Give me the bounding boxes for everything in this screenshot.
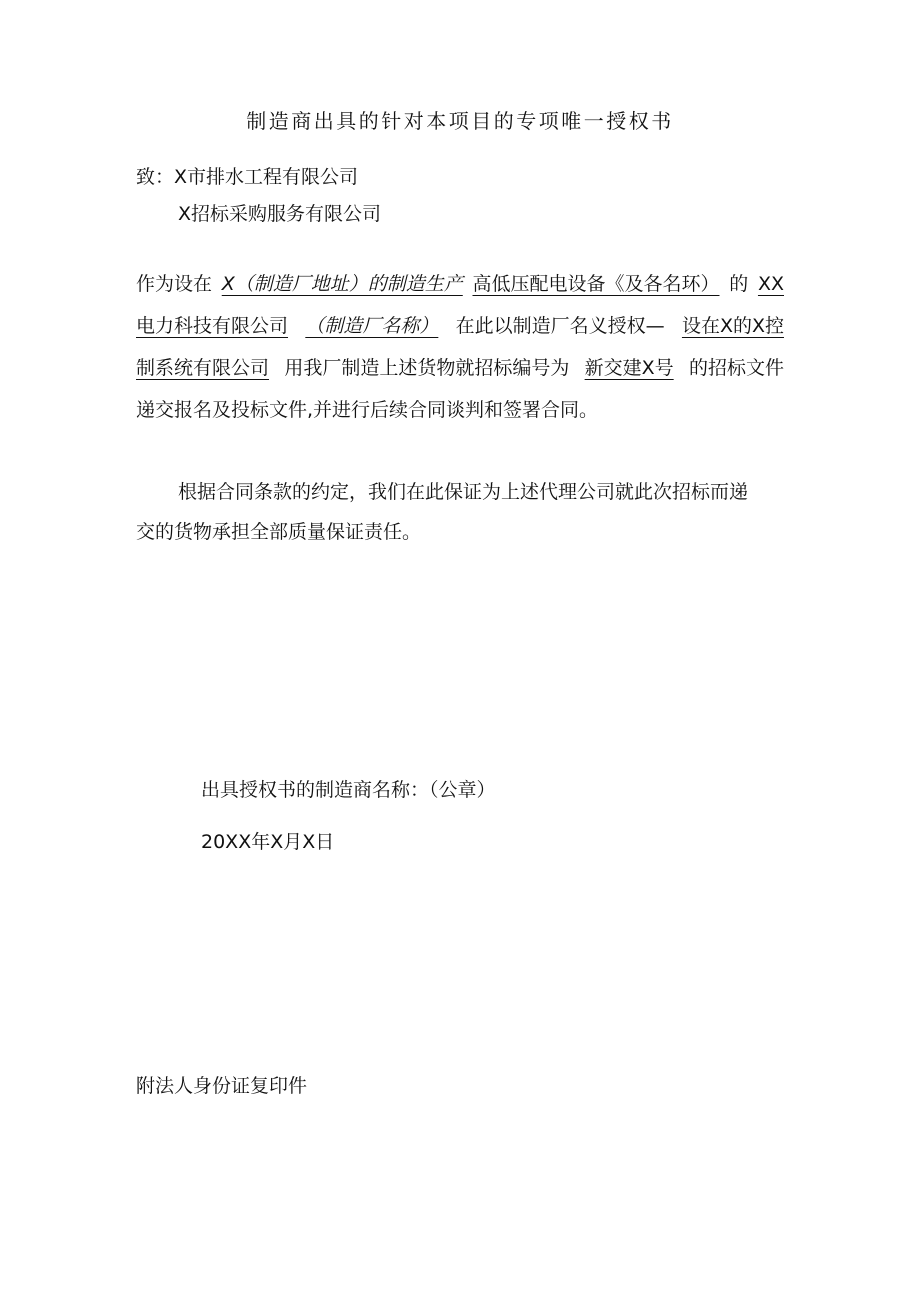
- text-segment: 用我厂制造上述货物就招标编号为: [284, 357, 570, 379]
- text-segment: 的: [729, 273, 749, 295]
- paragraph-line: [136, 512, 784, 552]
- text-segment: 作为设在: [136, 273, 213, 295]
- company-name-field: 电力科技有限公司: [136, 315, 289, 337]
- company-name-field: XX: [757, 273, 784, 295]
- guarantee-paragraph: [136, 472, 784, 552]
- text-segment: 交的货物承担全部质量保证责任。: [136, 521, 422, 543]
- agent-company-field: 设在X的X控: [681, 315, 784, 337]
- page-title: 制造商出具的针对本项目的专项唯一授权书: [246, 109, 674, 133]
- manufacturer-name-field: （制造厂名称）: [305, 315, 439, 337]
- text-segment: 根据合同条款的约定，我们在此保证为上述代理公司就此次招标而递: [178, 481, 749, 503]
- manufacturer-address-field: X（制造厂地址）的制造生产: [221, 273, 463, 295]
- signature-date: 20XX年X月X日: [201, 831, 335, 853]
- paragraph-line: [136, 347, 784, 389]
- product-name-field: 高低压配电设备《及各名环）: [472, 273, 720, 295]
- tender-number-field: 新交建X号: [584, 357, 674, 379]
- paragraph-line: [136, 389, 784, 431]
- agent-company-field: 制系统有限公司: [136, 357, 270, 379]
- attachment-note: 附法人身份证复印件: [136, 1075, 308, 1097]
- paragraph-line: [136, 305, 784, 347]
- recipient-line-2: X招标采购服务有限公司: [178, 203, 382, 225]
- text-segment: 在此以制造厂名义授权—: [455, 315, 665, 337]
- paragraph-line: [136, 472, 784, 512]
- recipient-line-1: 致：X市排水工程有限公司: [136, 166, 359, 188]
- text-segment: 递交报名及投标文件,并进行后续合同谈判和签署合同。: [136, 399, 599, 421]
- signature-label: 出具授权书的制造商名称：（公章）: [201, 779, 496, 801]
- authorization-paragraph: [136, 263, 784, 431]
- text-segment: 的招标文件: [688, 357, 784, 379]
- paragraph-line: [136, 263, 784, 305]
